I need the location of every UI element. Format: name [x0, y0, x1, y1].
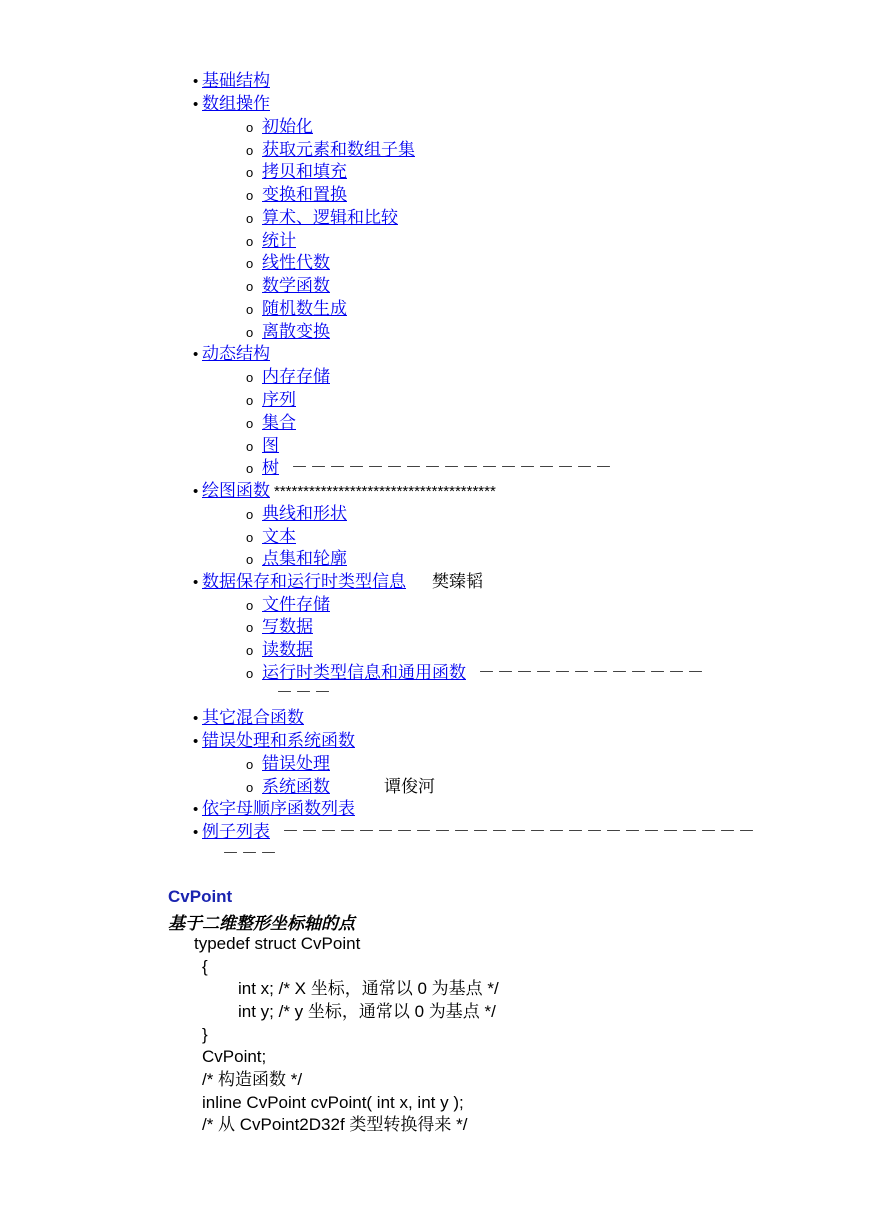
link-sets[interactable]: 集合 — [262, 413, 296, 433]
code-line: int x; /* X 坐标，通常以 0 为基点 */ — [238, 979, 499, 998]
toc-subitem — [246, 116, 313, 138]
toc-subitem — [246, 662, 706, 684]
link-read-data[interactable]: 读数据 — [262, 640, 313, 660]
toc-item-misc-functions — [193, 707, 304, 729]
code-line: /* 构造函数 */ — [202, 1070, 303, 1089]
section-title: CvPoint — [168, 887, 233, 906]
circle-bullet-icon: o — [246, 120, 254, 135]
bullet-icon: • — [193, 710, 199, 727]
link-error-handling-system[interactable]: 错误处理和系统函数 — [202, 731, 355, 751]
circle-bullet-icon: o — [246, 620, 254, 635]
toc-subitem — [246, 526, 296, 548]
toc-item-data-persistence — [193, 571, 483, 593]
toc-subitem — [246, 366, 330, 388]
bullet-icon: • — [193, 574, 199, 591]
author-name: 樊臻韬 — [432, 572, 483, 592]
circle-bullet-icon: o — [246, 416, 254, 431]
toc-subitem — [246, 616, 313, 638]
toc-subitem — [246, 230, 296, 252]
link-data-persistence[interactable]: 数据保存和运行时类型信息 — [202, 572, 406, 592]
toc-item-basic-structures — [193, 70, 270, 92]
link-misc-functions[interactable]: 其它混合函数 — [202, 708, 304, 728]
link-memory-storage[interactable]: 内存存储 — [262, 367, 330, 387]
bullet-icon: • — [193, 824, 199, 841]
code-line: { — [202, 957, 208, 976]
toc-subitem — [246, 252, 330, 274]
link-alphabetical-list[interactable]: 依字母顺序函数列表 — [202, 799, 355, 819]
toc-subitem — [246, 389, 296, 411]
dash-separator-continued: －－－ — [222, 844, 279, 864]
link-array-operations[interactable]: 数组操作 — [202, 94, 270, 114]
link-curves-shapes[interactable]: 典线和形状 — [262, 504, 347, 524]
link-basic-structures[interactable]: 基础结构 — [202, 71, 270, 91]
link-graphs[interactable]: 图 — [262, 436, 279, 456]
circle-bullet-icon: o — [246, 234, 254, 249]
circle-bullet-icon: o — [246, 757, 254, 772]
circle-bullet-icon: o — [246, 325, 254, 340]
bullet-icon: • — [193, 733, 199, 750]
circle-bullet-icon: o — [246, 666, 254, 681]
toc-subitem — [246, 435, 279, 457]
link-text[interactable]: 文本 — [262, 527, 296, 547]
link-write-data[interactable]: 写数据 — [262, 617, 313, 637]
circle-bullet-icon: o — [246, 507, 254, 522]
circle-bullet-icon: o — [246, 279, 254, 294]
circle-bullet-icon: o — [246, 552, 254, 567]
bullet-icon: • — [193, 96, 199, 113]
toc-item-examples — [193, 821, 757, 843]
toc-item-alphabetical-list — [193, 798, 355, 820]
link-trees[interactable]: 树 — [262, 458, 279, 478]
bullet-icon: • — [193, 801, 199, 818]
circle-bullet-icon: o — [246, 780, 254, 795]
link-system-functions[interactable]: 系统函数 — [262, 777, 330, 797]
circle-bullet-icon: o — [246, 143, 254, 158]
dash-separator-continued: －－－ — [276, 683, 333, 703]
circle-bullet-icon: o — [246, 256, 254, 271]
toc-item-error-handling — [193, 730, 355, 752]
link-linear-algebra[interactable]: 线性代数 — [262, 253, 330, 273]
link-math-functions[interactable]: 数学函数 — [262, 276, 330, 296]
link-transform-permute[interactable]: 变换和置换 — [262, 185, 347, 205]
code-line: CvPoint; — [202, 1047, 267, 1066]
circle-bullet-icon: o — [246, 598, 254, 613]
toc-subitem — [246, 412, 296, 434]
toc-subitem — [246, 594, 330, 616]
circle-bullet-icon: o — [246, 188, 254, 203]
toc-subitem — [246, 207, 398, 229]
link-rtti[interactable]: 运行时类型信息和通用函数 — [262, 663, 466, 683]
link-drawing-functions[interactable]: 绘图函数 — [202, 481, 270, 501]
toc-subitem — [246, 776, 435, 798]
dash-separator: －－－－－－－－－－－－ — [478, 663, 706, 683]
circle-bullet-icon: o — [246, 302, 254, 317]
link-file-storage[interactable]: 文件存储 — [262, 595, 330, 615]
dash-separator: －－－－－－－－－－－－－－－－－ — [291, 458, 614, 478]
code-line: } — [202, 1025, 208, 1044]
circle-bullet-icon: o — [246, 439, 254, 454]
code-line: int y; /* y 坐标，通常以 0 为基点 */ — [238, 1002, 496, 1021]
toc-subitem — [246, 457, 614, 479]
toc-subitem — [246, 275, 330, 297]
circle-bullet-icon: o — [246, 530, 254, 545]
toc-subitem — [246, 139, 415, 161]
circle-bullet-icon: o — [246, 393, 254, 408]
link-dynamic-structures[interactable]: 动态结构 — [202, 344, 270, 364]
code-line: /* 从 CvPoint2D32f 类型转换得来 */ — [202, 1115, 468, 1134]
link-point-sets-contours[interactable]: 点集和轮廓 — [262, 549, 347, 569]
bullet-icon: • — [193, 346, 199, 363]
link-initialization[interactable]: 初始化 — [262, 117, 313, 137]
toc-item-array-operations — [193, 93, 270, 115]
link-examples[interactable]: 例子列表 — [202, 822, 270, 842]
link-get-elements[interactable]: 获取元素和数组子集 — [262, 140, 415, 160]
toc-subitem — [246, 184, 347, 206]
link-statistics[interactable]: 统计 — [262, 231, 296, 251]
code-line: inline CvPoint cvPoint( int x, int y ); — [202, 1093, 464, 1112]
circle-bullet-icon: o — [246, 643, 254, 658]
toc-item-dynamic-structures — [193, 343, 270, 365]
toc-subitem — [246, 753, 330, 775]
circle-bullet-icon: o — [246, 165, 254, 180]
dash-separator: －－－－－－－－－－－－－－－－－－－－－－－－－ — [282, 822, 757, 842]
toc-subitem — [246, 298, 347, 320]
section-subtitle: 基于二维整形坐标轴的点 — [168, 914, 355, 934]
circle-bullet-icon: o — [246, 370, 254, 385]
link-error-handling[interactable]: 错误处理 — [262, 754, 330, 774]
bullet-icon: • — [193, 483, 199, 500]
toc-subitem — [246, 639, 313, 661]
toc-item-drawing-functions — [193, 480, 496, 502]
toc-subitem — [246, 548, 347, 570]
author-name: 谭俊河 — [384, 777, 435, 797]
toc-subitem — [246, 161, 347, 183]
asterisk-separator: ************************************** — [274, 483, 496, 500]
link-random-numbers[interactable]: 随机数生成 — [262, 299, 347, 319]
link-copy-fill[interactable]: 拷贝和填充 — [262, 162, 347, 182]
toc-subitem — [246, 503, 347, 525]
link-sequences[interactable]: 序列 — [262, 390, 296, 410]
link-arithmetic-logic[interactable]: 算术、逻辑和比较 — [262, 208, 398, 228]
link-discrete-transforms[interactable]: 离散变换 — [262, 322, 330, 342]
code-line: typedef struct CvPoint — [194, 934, 361, 953]
circle-bullet-icon: o — [246, 461, 254, 476]
bullet-icon: • — [193, 73, 199, 90]
toc-subitem — [246, 321, 330, 343]
circle-bullet-icon: o — [246, 211, 254, 226]
